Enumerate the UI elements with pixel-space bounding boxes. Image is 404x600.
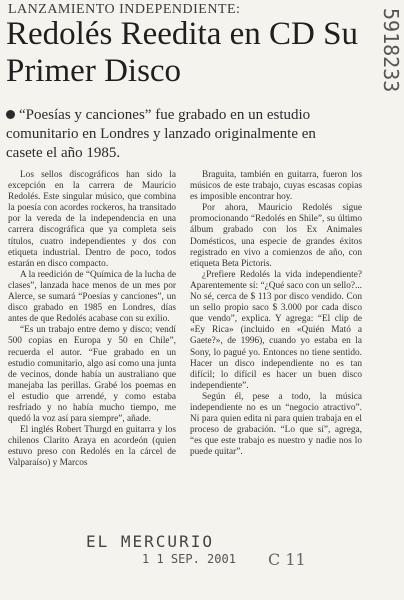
paragraph: “Es un trabajo entre demo y disco; vendí 500 copias en Europa y 50 en Chile”, recuerda el autor. “Fue grabado en un estudio comunitario, algo así como una junta de vecinos, donde había un australiano que manejaba las perillas. Grabé los poemas en el estudio que arrendé, y como estaba resfriado y no había mucho tiempo, me quedó la voz así para siempre”, añade. [8, 325, 176, 425]
deck [6, 106, 346, 163]
svg-text:5918233: 5918233 [379, 8, 403, 93]
paragraph: A la reedición de “Química de la lucha de clases”, lanzada hace menos de un mes por Alerce, se sumará “Poesías y canciones”, un disco grabado en 1985 en Londres, días antes de que Redolés acabase con su exilio. [8, 269, 176, 325]
headline: Redolés Reedita en CD Su Primer Disco [6, 16, 358, 89]
paragraph: ¿Prefiere Redolés la vida independiente? Aparentemente sí: “¿Qué saco con un sello?... No sé, cerca de $ 113 por disco vendido. Con un sello propio saco $ 3.000 por cada disco que vendo”, explica. Y agrega: “El clip de «Ey Rica» (incluido en «Quién Mató a Gaete?», de 1996), cuando yo estaba en la Sony, lo pagué yo. Entonces no tiene sentido. Hacer un disco independiente no es tan difícil; lo difícil es hacer un buen disco independiente”. [190, 269, 362, 391]
paragraph: El inglés Robert Thurgd en guitarra y los chilenos Clarito Araya en acordeón (quien estuvo preso con Redolés en la cárcel de Valparaíso) y Marcos [8, 425, 176, 469]
bullet-icon [6, 110, 15, 119]
handwritten-id [366, 4, 403, 154]
date-stamp: 1 1 SEP. 2001 [142, 552, 236, 566]
paragraph: Según él, pese a todo, la música independiente no es un “negocio atractivo”. Ni para quien edita ni para quien trabaja en el proceso de grabación. “Lo que sí”, agrega, “es que este trabajo es nuestro y nadie nos lo puede quitar”. [190, 391, 362, 458]
section-mark: C 11 [268, 550, 306, 569]
paragraph: Braguita, también en guitarra, fueron los músicos de este trabajo, cuyas escasas copias es imposible encontrar hoy. [190, 170, 362, 203]
paragraph: Los sellos discográficos han sido la excepción en la carrera de Mauricio Redolés. Este singular músico, que combina la poesía con acordes rockeros, ha transitado por la vereda de la independencia en una carrera discográfica que ya completa seis títulos, cuatro independientes y dos con etiqueta industrial. Dentro de poco, todos estarán en disco compacto. [8, 170, 176, 269]
deck-text: “Poesías y canciones” fue grabado en un estudio comunitario en Londres y lanzado originalmente en casete el año 1985. [6, 107, 316, 161]
kicker: LANZAMIENTO INDEPENDIENTE: [8, 2, 241, 17]
paragraph: Por ahora, Mauricio Redolés sigue promocionando “Redolés en Shile”, su último álbum grabado con los Ex Animales Domésticos, una especie de grandes éxitos registrado en vivo a comienzos de año, con etiqueta Beta Pictoris. [190, 203, 362, 269]
article-column-2 [190, 170, 362, 458]
article-column-1 [8, 170, 176, 470]
source-masthead: EL MERCURIO [86, 532, 214, 551]
